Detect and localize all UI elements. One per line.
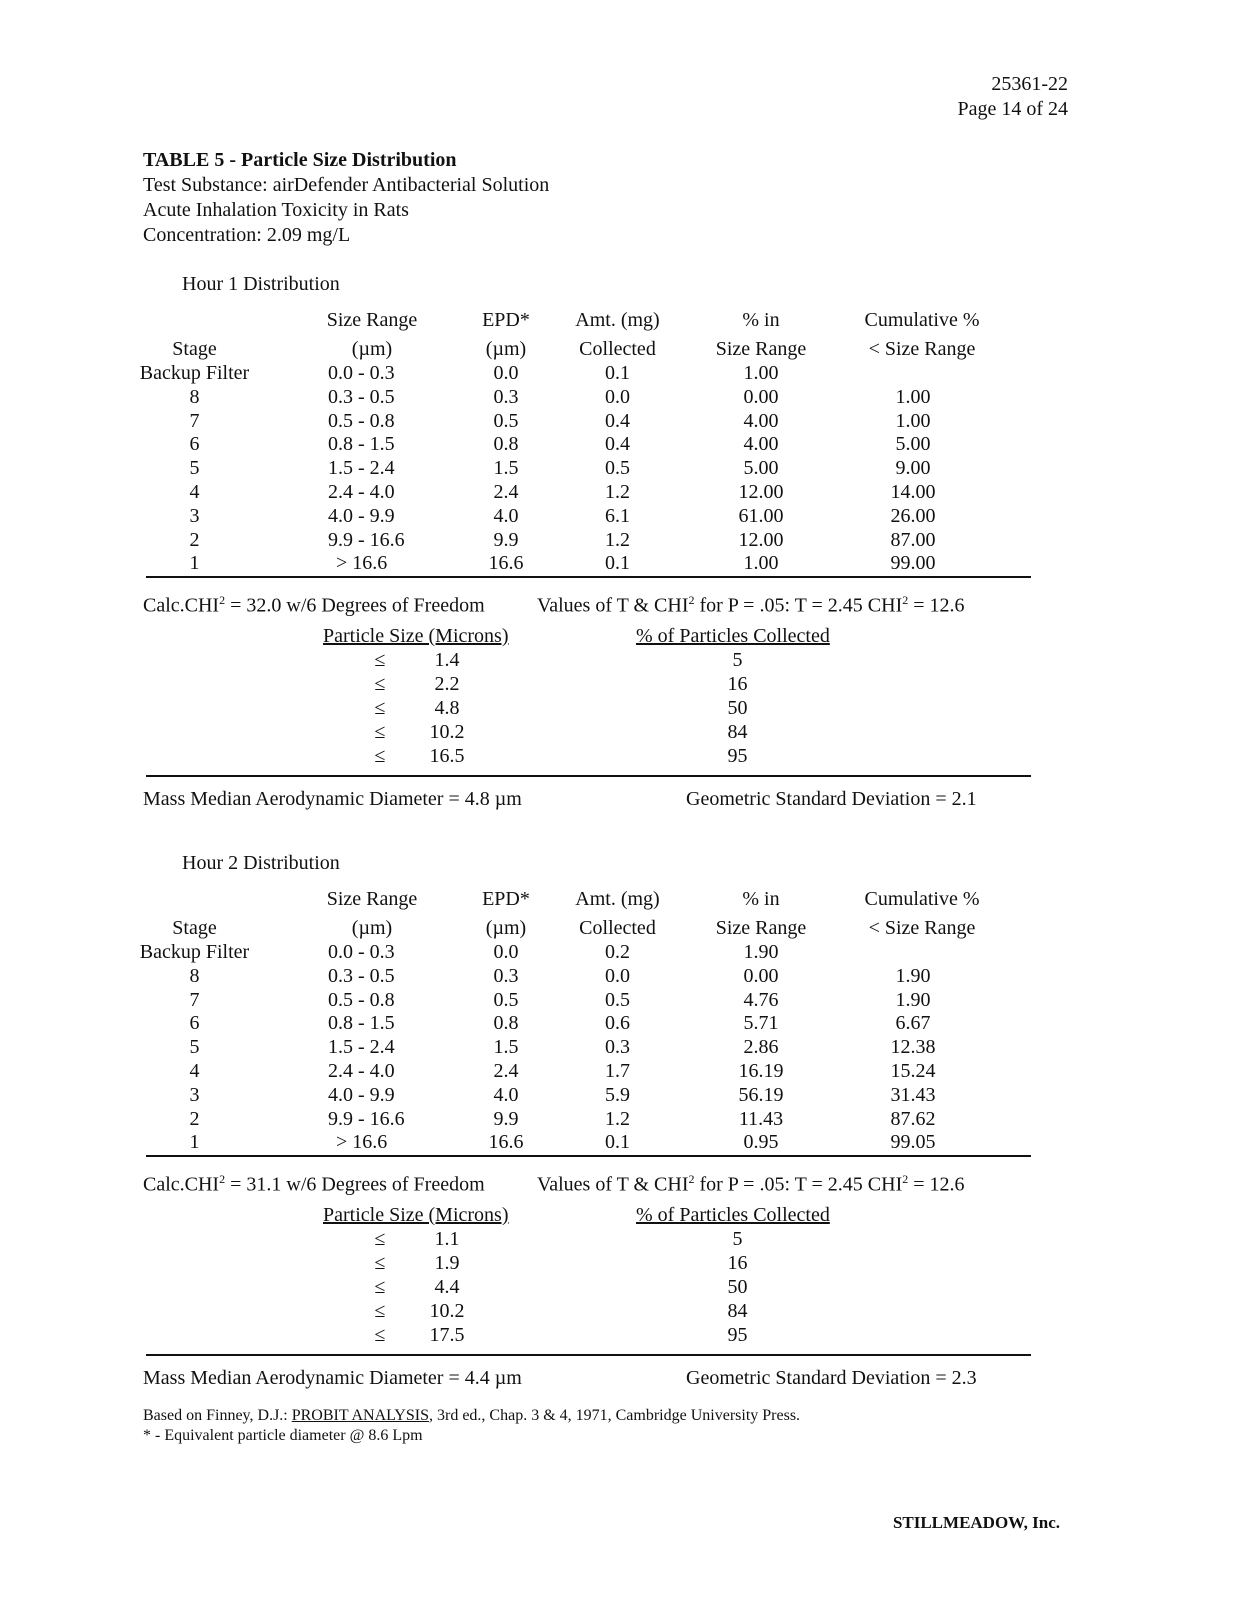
cell-epd: 16.6 [488, 552, 524, 574]
percent-collected-value: 16 [727, 1252, 748, 1274]
table-row [0, 551, 1236, 575]
cell-epd: 1.5 [493, 457, 519, 479]
table-row [0, 1130, 1236, 1154]
column-header-amt-unit: Collected [579, 338, 656, 360]
cell-epd: 1.5 [493, 1036, 519, 1058]
percent-collected-value: 5 [732, 649, 743, 671]
cell-epd: 0.3 [493, 386, 519, 408]
critical-values-line [537, 1167, 965, 1197]
less-equal-symbol: ≤ [374, 721, 386, 743]
cell-cum: 99.00 [890, 552, 936, 574]
critical-chi-value: = 12.6 [908, 1173, 965, 1196]
cell-range: 1.5 - 2.4 [328, 457, 395, 479]
gsd-label: Geometric Standard Deviation [686, 788, 931, 810]
cell-pct: 12.00 [738, 481, 784, 503]
table-rule [146, 1155, 1031, 1157]
cell-amt: 0.0 [605, 386, 630, 408]
cell-range: 4.0 - 9.9 [328, 1084, 395, 1106]
column-header-epd: EPD* [482, 888, 530, 910]
cell-range: 9.9 - 16.6 [328, 529, 405, 551]
mmad-line [143, 1366, 522, 1390]
cell-stage: 6 [189, 1012, 200, 1034]
cell-cum: 12.38 [890, 1036, 936, 1058]
cell-range: 0.8 - 1.5 [328, 433, 395, 455]
cell-cum: 1.00 [895, 386, 931, 408]
cell-stage: 4 [189, 481, 200, 503]
cell-epd: 0.5 [493, 989, 519, 1011]
column-header-stage: Stage [172, 338, 217, 360]
chi-value: = 32.0 w/6 Degrees of Freedom [225, 594, 485, 617]
cell-pct: 5.71 [743, 1012, 779, 1034]
cell-epd: 9.9 [493, 529, 519, 551]
cell-range: 2.4 - 4.0 [328, 1060, 395, 1082]
less-equal-symbol: ≤ [374, 745, 386, 767]
cell-cum: 15.24 [890, 1060, 936, 1082]
table-title: TABLE 5 - Particle Size Distribution [143, 149, 457, 171]
cell-epd: 0.0 [493, 941, 519, 963]
cell-cum: 14.00 [890, 481, 936, 503]
cell-cum: 26.00 [890, 505, 936, 527]
table-row [0, 988, 1236, 1012]
probit-row [0, 720, 1236, 744]
table-row [0, 528, 1236, 552]
cell-cum: 6.67 [895, 1012, 931, 1034]
cell-pct: 5.00 [743, 457, 779, 479]
cell-pct: 16.19 [738, 1060, 784, 1082]
percent-collected-header: % of Particles Collected [636, 1204, 830, 1226]
gsd-line [686, 1366, 977, 1390]
particle-size-value: 10.2 [429, 721, 465, 743]
probit-rule [146, 1354, 1031, 1356]
probit-row [0, 1227, 1236, 1251]
probit-row [0, 744, 1236, 768]
reference-details: , 3rd ed., Chap. 3 & 4, 1971, Cambridge University Press. [428, 1407, 801, 1424]
cell-amt: 1.2 [605, 481, 630, 503]
cell-amt: 0.1 [605, 362, 630, 384]
column-header-amt-unit: Collected [579, 917, 656, 939]
chi-square-line [143, 588, 485, 618]
particle-size-value: 2.2 [434, 673, 460, 695]
cell-range: 0.0 - 0.3 [328, 362, 395, 384]
column-header-amt: Amt. (mg) [575, 888, 660, 910]
cell-amt: 0.0 [605, 965, 630, 987]
column-header-cum: Cumulative % [864, 309, 980, 331]
chi-superscript: 2 [688, 593, 695, 607]
cell-range: 0.8 - 1.5 [328, 1012, 395, 1034]
cell-amt: 1.2 [605, 1108, 630, 1130]
column-header-epd: EPD* [482, 309, 530, 331]
column-header-pct-unit: Size Range [715, 917, 807, 939]
probit-row [0, 696, 1236, 720]
probit-row [0, 648, 1236, 672]
test-substance: Test Substance: airDefender Antibacterial Solution [143, 174, 550, 196]
cell-stage: 2 [189, 1108, 200, 1130]
cell-range: > 16.6 [336, 552, 388, 574]
cell-pct: 4.00 [743, 410, 779, 432]
table-row [0, 361, 1236, 385]
cell-pct: 12.00 [738, 529, 784, 551]
cell-cum: 9.00 [895, 457, 931, 479]
column-header-cum-unit: < Size Range [868, 338, 976, 360]
cell-amt: 0.4 [605, 433, 630, 455]
cell-pct: 4.76 [743, 989, 779, 1011]
chi-square-line [143, 1167, 485, 1197]
chi-superscript: 2 [902, 1172, 909, 1186]
table-row [0, 1083, 1236, 1107]
column-header-cum: Cumulative % [864, 888, 980, 910]
less-equal-symbol: ≤ [374, 1324, 386, 1346]
cell-cum: 99.05 [890, 1131, 936, 1153]
cell-amt: 0.1 [605, 552, 630, 574]
mmad-label: Mass Median Aerodynamic Diameter [143, 1367, 444, 1389]
column-header-pct: % in [742, 888, 780, 910]
table-row [0, 1107, 1236, 1131]
column-header-range-unit: (µm) [351, 338, 393, 360]
cell-range: 2.4 - 4.0 [328, 481, 395, 503]
cell-pct: 1.00 [743, 362, 779, 384]
chi-label: Calc.CHI [143, 594, 220, 617]
cell-epd: 4.0 [493, 1084, 519, 1106]
cell-cum: 87.00 [890, 529, 936, 551]
cell-stage: 1 [189, 552, 200, 574]
table-row [0, 409, 1236, 433]
chi-superscript: 2 [688, 1172, 695, 1186]
cell-amt: 0.3 [605, 1036, 630, 1058]
cell-stage: Backup Filter [139, 941, 250, 963]
table-row [0, 432, 1236, 456]
cell-stage: 5 [189, 457, 200, 479]
particle-size-value: 17.5 [429, 1324, 465, 1346]
probit-rule [146, 775, 1031, 777]
table-row [0, 1059, 1236, 1083]
less-equal-symbol: ≤ [374, 1252, 386, 1274]
gsd-value: = 2.1 [935, 788, 977, 810]
cell-epd: 0.5 [493, 410, 519, 432]
cell-stage: Backup Filter [139, 362, 250, 384]
less-equal-symbol: ≤ [374, 1300, 386, 1322]
probit-row [0, 1251, 1236, 1275]
cell-stage: 1 [189, 1131, 200, 1153]
column-header-range: Size Range [326, 309, 418, 331]
cell-range: 0.5 - 0.8 [328, 410, 395, 432]
table-row [0, 480, 1236, 504]
cell-pct: 11.43 [738, 1108, 784, 1130]
chi-superscript: 2 [219, 1172, 226, 1186]
cell-pct: 0.00 [743, 965, 779, 987]
cell-epd: 2.4 [493, 481, 519, 503]
column-header-range-unit: (µm) [351, 917, 393, 939]
cell-range: 0.0 - 0.3 [328, 941, 395, 963]
percent-collected-value: 95 [727, 745, 748, 767]
cell-stage: 7 [189, 410, 200, 432]
cell-stage: 6 [189, 433, 200, 455]
cell-amt: 6.1 [605, 505, 630, 527]
percent-collected-value: 50 [727, 697, 748, 719]
cell-pct: 1.90 [743, 941, 779, 963]
critical-values-line [537, 588, 965, 618]
less-equal-symbol: ≤ [374, 1228, 386, 1250]
column-header-cum-unit: < Size Range [868, 917, 976, 939]
probit-row [0, 1275, 1236, 1299]
cell-epd: 2.4 [493, 1060, 519, 1082]
cell-epd: 0.3 [493, 965, 519, 987]
cell-epd: 4.0 [493, 505, 519, 527]
table-row [0, 385, 1236, 409]
percent-collected-header: % of Particles Collected [636, 625, 830, 647]
cell-stage: 7 [189, 989, 200, 1011]
critical-values-label: Values of T & CHI [537, 1173, 689, 1196]
table-row [0, 964, 1236, 988]
column-header-epd-unit: (µm) [485, 338, 527, 360]
gsd-label: Geometric Standard Deviation [686, 1367, 931, 1389]
cell-stage: 2 [189, 529, 200, 551]
cell-amt: 0.4 [605, 410, 630, 432]
chi-superscript: 2 [219, 593, 226, 607]
mmad-value: = 4.4 µm [448, 1367, 522, 1389]
probit-row [0, 672, 1236, 696]
less-equal-symbol: ≤ [374, 1276, 386, 1298]
chi-superscript: 2 [902, 593, 909, 607]
percent-collected-value: 16 [727, 673, 748, 695]
cell-amt: 1.2 [605, 529, 630, 551]
reference-footnote [143, 1406, 800, 1426]
cell-epd: 0.8 [493, 433, 519, 455]
column-header-pct-unit: Size Range [715, 338, 807, 360]
column-header-amt: Amt. (mg) [575, 309, 660, 331]
cell-pct: 1.00 [743, 552, 779, 574]
table-rule [146, 576, 1031, 578]
percent-collected-value: 84 [727, 1300, 748, 1322]
critical-values-text: for P = .05: T = 2.45 CHI [694, 1173, 903, 1196]
column-header-epd-unit: (µm) [485, 917, 527, 939]
cell-amt: 5.9 [605, 1084, 630, 1106]
cell-stage: 3 [189, 505, 200, 527]
table-row [0, 504, 1236, 528]
cell-stage: 3 [189, 1084, 200, 1106]
percent-collected-value: 50 [727, 1276, 748, 1298]
cell-range: > 16.6 [336, 1131, 388, 1153]
particle-size-value: 10.2 [429, 1300, 465, 1322]
cell-amt: 0.1 [605, 1131, 630, 1153]
chi-value: = 31.1 w/6 Degrees of Freedom [225, 1173, 485, 1196]
cell-range: 0.3 - 0.5 [328, 386, 395, 408]
less-equal-symbol: ≤ [374, 697, 386, 719]
mmad-line [143, 787, 522, 811]
cell-pct: 2.86 [743, 1036, 779, 1058]
cell-epd: 9.9 [493, 1108, 519, 1130]
chi-label: Calc.CHI [143, 1173, 220, 1196]
reference-text: Based on Finney, D.J.: [143, 1407, 292, 1424]
critical-values-label: Values of T & CHI [537, 594, 689, 617]
column-header-stage: Stage [172, 917, 217, 939]
cell-amt: 0.2 [605, 941, 630, 963]
cell-pct: 0.95 [743, 1131, 779, 1153]
epd-footnote: * - Equivalent particle diameter @ 8.6 Lpm [143, 1427, 423, 1444]
column-header-range: Size Range [326, 888, 418, 910]
cell-pct: 61.00 [738, 505, 784, 527]
cell-amt: 0.5 [605, 457, 630, 479]
table-row [0, 940, 1236, 964]
page-number: Page 14 of 24 [957, 98, 1068, 120]
cell-stage: 5 [189, 1036, 200, 1058]
particle-size-value: 16.5 [429, 745, 465, 767]
document-id: 25361-22 [991, 73, 1068, 95]
reference-title: PROBIT ANALYSIS [291, 1407, 429, 1424]
mmad-label: Mass Median Aerodynamic Diameter [143, 788, 444, 810]
cell-cum: 1.90 [895, 965, 931, 987]
gsd-line [686, 787, 977, 811]
cell-epd: 0.8 [493, 1012, 519, 1034]
cell-pct: 4.00 [743, 433, 779, 455]
cell-range: 0.5 - 0.8 [328, 989, 395, 1011]
cell-cum: 31.43 [890, 1084, 936, 1106]
cell-stage: 8 [189, 386, 200, 408]
critical-values-text: for P = .05: T = 2.45 CHI [694, 594, 903, 617]
table-row [0, 1035, 1236, 1059]
cell-amt: 0.6 [605, 1012, 630, 1034]
particle-size-header: Particle Size (Microns) [323, 625, 509, 647]
company-name: STILLMEADOW, Inc. [892, 1513, 1060, 1532]
cell-amt: 0.5 [605, 989, 630, 1011]
percent-collected-value: 95 [727, 1324, 748, 1346]
table-row [0, 1011, 1236, 1035]
particle-size-value: 1.1 [434, 1228, 460, 1250]
distribution-heading: Hour 1 Distribution [182, 273, 340, 295]
particle-size-value: 1.4 [434, 649, 460, 671]
probit-row [0, 1323, 1236, 1347]
cell-range: 1.5 - 2.4 [328, 1036, 395, 1058]
particle-size-value: 1.9 [434, 1252, 460, 1274]
cell-cum: 5.00 [895, 433, 931, 455]
probit-row [0, 1299, 1236, 1323]
particle-size-value: 4.8 [434, 697, 460, 719]
cell-range: 9.9 - 16.6 [328, 1108, 405, 1130]
cell-stage: 4 [189, 1060, 200, 1082]
particle-size-value: 4.4 [434, 1276, 460, 1298]
cell-epd: 0.0 [493, 362, 519, 384]
percent-collected-value: 5 [732, 1228, 743, 1250]
percent-collected-value: 84 [727, 721, 748, 743]
cell-cum: 1.00 [895, 410, 931, 432]
mmad-value: = 4.8 µm [448, 788, 522, 810]
cell-epd: 16.6 [488, 1131, 524, 1153]
table-row [0, 456, 1236, 480]
cell-range: 4.0 - 9.9 [328, 505, 395, 527]
study-name: Acute Inhalation Toxicity in Rats [143, 199, 409, 221]
less-equal-symbol: ≤ [374, 673, 386, 695]
column-header-pct: % in [742, 309, 780, 331]
cell-cum: 1.90 [895, 989, 931, 1011]
cell-range: 0.3 - 0.5 [328, 965, 395, 987]
cell-pct: 0.00 [743, 386, 779, 408]
particle-size-header: Particle Size (Microns) [323, 1204, 509, 1226]
distribution-heading: Hour 2 Distribution [182, 852, 340, 874]
cell-stage: 8 [189, 965, 200, 987]
cell-cum: 87.62 [890, 1108, 936, 1130]
less-equal-symbol: ≤ [374, 649, 386, 671]
gsd-value: = 2.3 [935, 1367, 977, 1389]
concentration: Concentration: 2.09 mg/L [143, 224, 351, 246]
cell-amt: 1.7 [605, 1060, 630, 1082]
cell-pct: 56.19 [738, 1084, 784, 1106]
critical-chi-value: = 12.6 [908, 594, 965, 617]
